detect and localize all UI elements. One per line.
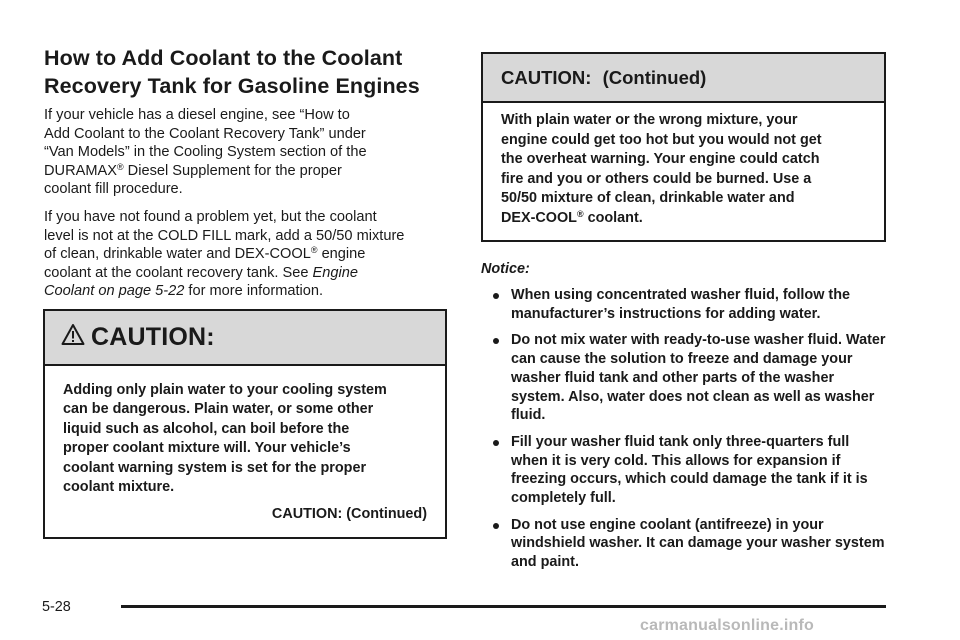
watermark: carmanualsonline.info	[640, 617, 815, 634]
footer-divider	[121, 605, 886, 608]
engine-coolant-link[interactable]: Engine	[312, 264, 358, 281]
bullet-icon	[493, 293, 499, 299]
section-title: How to Add Coolant to the Coolant Recovery Tank for Gasoline Engines	[44, 46, 420, 98]
caution-continued-header	[483, 54, 884, 103]
left-column	[44, 44, 448, 310]
notice-list	[481, 286, 886, 572]
notice-label: Notice:	[481, 261, 530, 277]
page-number: 5-28	[42, 599, 71, 615]
list-item: Fill your washer fluid tank only three-quarters full when it is very cold. This allows for expansion if freezing occurs, which could damage the tank if it is completely full.	[481, 433, 886, 508]
caution-continued-label: CAUTION: (Continued)	[271, 506, 427, 523]
bullet-icon	[493, 338, 499, 344]
notice-section	[481, 261, 886, 580]
intro-paragraph: If your vehicle has a diesel engine, see “How to Add Coolant to the Coolant Recovery Tank” under “Van Models” in the Cooling System section of the DURAMAX® Diesel Supplement for the proper coolant fill procedure.	[44, 107, 367, 198]
warning-triangle-icon	[61, 323, 85, 347]
caution-text: Adding only plain water to your cooling system can be dangerous. Plain water, or some other liquid such as alcohol, can boil before the proper coolant mixture will. Your vehicle’s coolant warning system is set for the proper coolant mixture. CAUTION: (Continued)	[45, 366, 445, 525]
coolant-paragraph: If you have not found a problem yet, but the coolant level is not at the COLD FILL mark, add a 50/50 mixture of clean, drinkable water and DEX-COOL® engine coolant at the coolant recovery tank. See Engine Coolant on page 5-22 for more information.	[44, 208, 405, 300]
caution-box	[43, 309, 447, 539]
bullet-icon	[493, 440, 499, 446]
caution-continued-text: With plain water or the wrong mixture, your engine could get too hot but you would not get the overheat warning. Your engine could catch fire and you or others could be burned. Use a 50/50 mixture of clean, drinkable water and DEX-COOL® coolant.	[501, 112, 822, 226]
caution-header	[45, 311, 445, 366]
list-item: When using concentrated washer fluid, follow the manufacturer’s instructions for adding water.	[481, 286, 886, 323]
caution-continued-box	[481, 52, 886, 242]
caution-title: CAUTION:	[91, 323, 215, 351]
caution-continued-title: CAUTION: (Continued)	[501, 66, 707, 88]
bullet-icon	[493, 523, 499, 529]
engine-coolant-link-cont[interactable]: Coolant on page 5-22	[44, 283, 185, 300]
list-item: Do not use engine coolant (antifreeze) in your windshield washer. It can damage your washer system and paint.	[481, 516, 886, 572]
list-item: Do not mix water with ready-to-use washer fluid. Water can cause the solution to freeze and damage your washer fluid tank and other parts of the washer system. Also, water does not clean as well as washer fluid.	[481, 331, 886, 425]
